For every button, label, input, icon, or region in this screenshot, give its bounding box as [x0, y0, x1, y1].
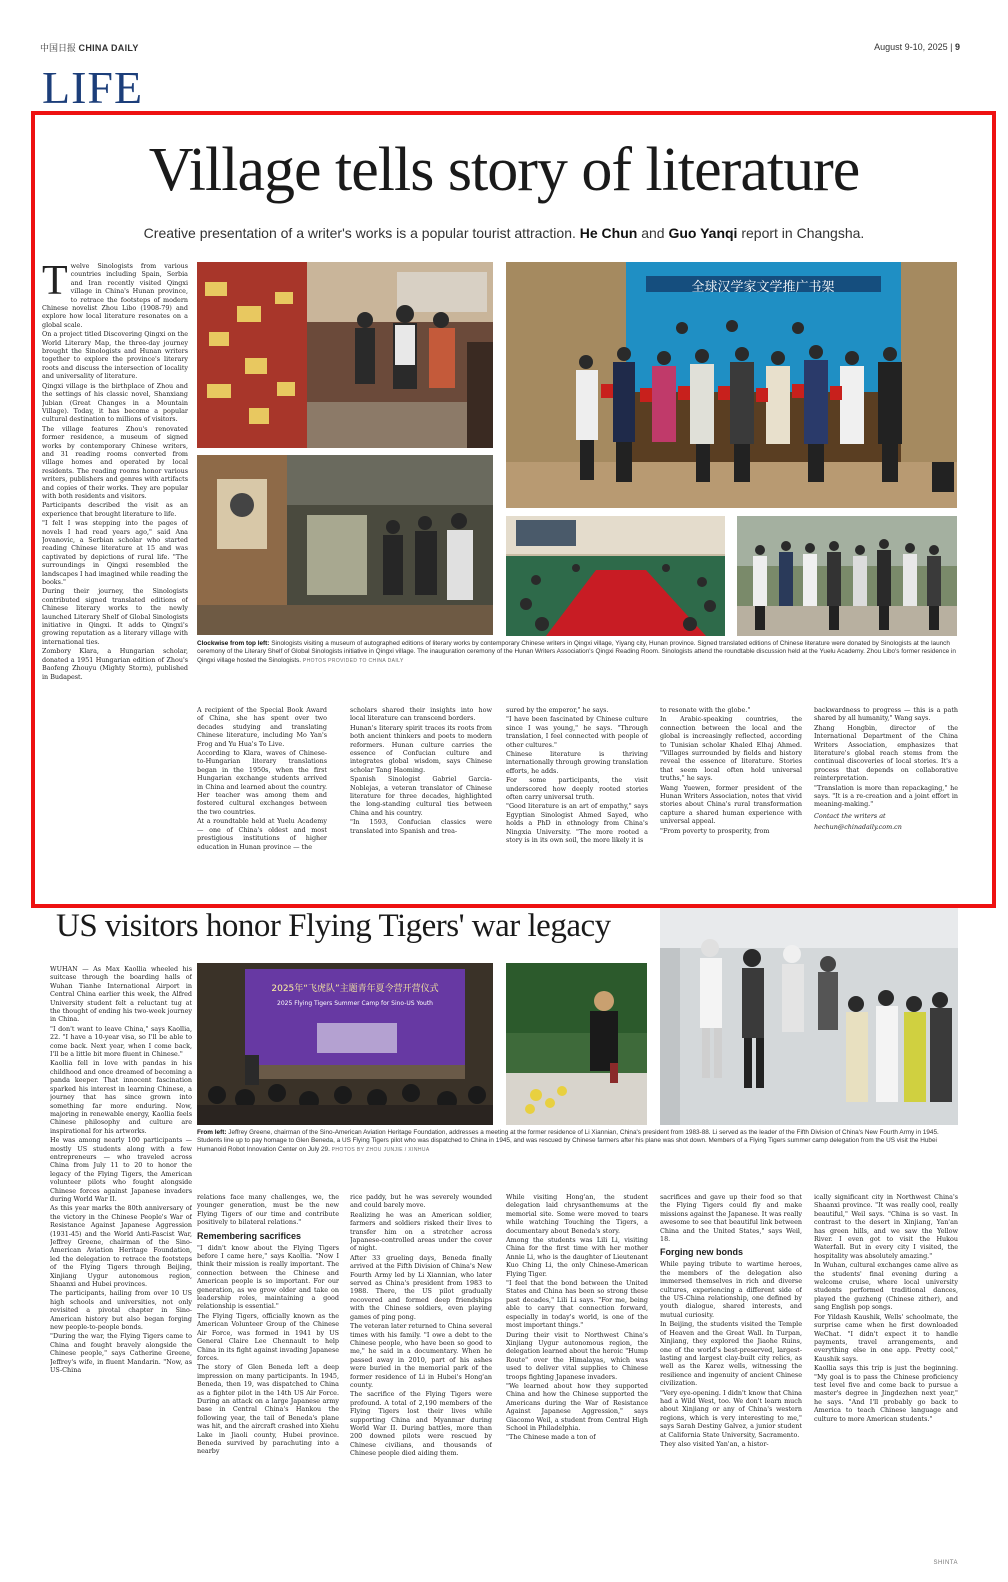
paragraph: Chinese literature is thriving internationally through growing translation efforts, he adds.: [506, 750, 648, 775]
writer-contact-label: Contact the writers at: [814, 811, 886, 820]
highlight-box: [31, 111, 996, 908]
page-number: 9: [954, 42, 960, 52]
paragraph: The participants, hailing from over 10 US high schools and universities, not only revisited a pivotal chapter in Sino-American history but also began forging new people-to-people bonds.: [50, 1289, 192, 1332]
paragraph: Zhang Hongbin, director of the International Department of the China Writers Association, emphasizes that literature's global reach stems from the continual discoveries of local stories. It's a process that depends on collaborative reinterpretation.: [814, 723, 958, 783]
article2-column-5: [660, 1193, 802, 1563]
writer-contact-email[interactable]: hechun@chinadaily.com.cn: [814, 823, 902, 832]
paragraph: to resonate with the globe.": [660, 706, 751, 714]
paragraph: Zombory Klara, a Hungarian scholar, donated a 1951 Hungarian edition of Zhou's Baofeng Zhouyu (Mighty Storm), published in Budapest.: [42, 647, 188, 681]
byline-author-2: Guo Yanqi: [668, 225, 738, 241]
photo-memorial-homage: [506, 963, 647, 1125]
paragraph: For Yildash Kaushik, Wells' schoolmate, the surprise came when he first downloaded WeChat. "I didn't expect it to handle payments, travel arrangements, and everything else in one app. Pretty cool," Kaushik says.: [814, 1312, 958, 1363]
paragraph: backwardness to progress — this is a path shared by all humanity," Wang says.: [814, 706, 958, 723]
photo-meeting-banner: [197, 963, 493, 1125]
paragraph: "In 1593, Confucian classics were translated into Spanish and trea-: [350, 818, 492, 835]
paragraph: He was among nearly 100 participants — mostly US students along with a few entrepreneurs — who traveled across China from July 11 to 20 to honor the legacy of the Flying Tigers, the American volunteer pilots who fought alongside Chinese forces against Japanese invaders during World War II.: [50, 1136, 192, 1203]
caption-body: Sinologists visiting a museum of autographed editions of literary works by contemporary Chinese writers in Qingxi village, Yiyang city, Hunan province. Signed translated editions of Chinese literature were donated by Sinologists at the launch ceremony of the Literary Shelf of Global Sinologists initiative in Qingxi village. The inauguration ceremony of the Hunan Writers Association's Qingxi Reading Room. Sinologists attend the roundtable discussion held at the Yuelu Academy. Zhou Libo's former residence in Qingxi village hosted the Sinologists.: [197, 640, 956, 664]
byline-author-1: He Chun: [579, 225, 638, 241]
paragraph: According to Klara, waves of Chinese-to-Hungarian literary translations began in the 1950s, when the first Hungarian exchange students arrived in China and learned about the country. Her teacher was among them and fostered cultural exchanges between the two countries.: [197, 749, 327, 816]
paragraph: A recipient of the Special Book Award of China, she has spent over two decades studying and translating Chinese literature, including Mo Yan's Frog and Yu Hua's To Live.: [197, 706, 327, 748]
paragraph: Hunan's literary spirit traces its roots from both ancient thinkers and poets to modern reformers. Hunan culture carries the essence of Confucian culture and integrates global wisdom, says Chinese scholar Tang Haoming.: [350, 723, 492, 774]
article2-column-6: [814, 1193, 958, 1553]
paragraph: "Very eye-opening. I didn't know that China had a Wild West, too. We don't learn much about Xinjiang or any of China's western regions, which is very interesting to me," says Sarah Destiny Galvez, a junior student at California State University, Sacramento.: [660, 1388, 802, 1439]
paragraph: During their journey, the Sinologists contributed signed translated editions of Chinese literary works to the newly launched Literary Shelf of Global Sinologists initiative in Qingxi. It adds to Qingxi's growing reputation as a literary village with international ties.: [42, 587, 188, 646]
article2-photo-caption: [197, 1129, 959, 1165]
paragraph: The veteran later returned to China several times with his family. "I owe a debt to the Chinese people, who have been so good to me," he said in a documentary. When he passed away in 2010, part of his ashes were buried in the memorial park of the former residence of Li in Hubei's Hong'an county.: [350, 1322, 492, 1389]
paragraph: The village features Zhou's renovated former residence, a museum of signed works by contemporary Chinese writers, and 31 reading rooms converted from village homes and operated by local residents. The reading rooms honor various writers, publishers and genres with artifacts and copies of their works. They are popular with both residents and visitors.: [42, 424, 188, 500]
paragraph: "Translation is more than repackaging," he says. "It is a re-creation and a joint effort in meaning-making.": [814, 783, 958, 809]
issue-date: August 9-10, 2025: [874, 42, 948, 52]
paragraph: WUHAN — As Max Kaollia wheeled his suitcase through the boarding halls of Wuhan Tianhe International Airport in Central China earlier this week, the Alfred University student felt a reluctant tug at the thought of ending his two-week journey in China.: [50, 965, 192, 1024]
banner-line-1: 2025年“飞虎队”主题青年夏令营开营仪式: [271, 984, 439, 994]
photo-robot-center: [660, 908, 958, 1125]
banner-line-2: 2025 Flying Tigers Summer Camp for Sino-US Youth: [277, 1000, 433, 1007]
deck-and: and: [641, 225, 665, 241]
brand-chinese: 中国日报: [40, 42, 77, 53]
paragraph: ically significant city in Northwest China's Shaanxi province. "It was really cool, really beautiful," Weil says. "China is so vast. In contrast to the desert in Xinjiang, Yan'an has green hills, and we saw the Yellow River. I even got to visit the Hukou Waterfall. But in every city I visited, the hospitality was absolutely amazing.": [814, 1193, 958, 1260]
dropcap: T: [42, 262, 68, 304]
paragraph: "I feel that the bond between the United States and China has been so strong these past decades," Lili Li says. "For me, being able to carry that connection forward, especially in today's world, is one of the most important things.": [506, 1279, 648, 1330]
paragraph: "I didn't know about the Flying Tigers before I came here," says Kaollia. "Now I think their mission is really important. The connection between the Chinese and American people is so important. For our generation, as we grow older and take on leadership roles, maintaining a good relationship is essential.": [197, 1243, 339, 1311]
paragraph: Wang Yuewen, former president of the Hunan Writers Association, notes that vivid stories about China's rural transformation capture a shared human experience with universal appeal.: [660, 783, 802, 826]
paragraph: Realizing he was an American soldier, farmers and soldiers risked their lives to transfer him on a stretcher across Japanese-controlled areas under the cover of night.: [350, 1210, 492, 1253]
paragraph: Qingxi village is the birthplace of Zhou and the settings of his classic novel, Shanxiang Jubian (Great Changes in a Mountain Village). Today, it has become a popular cultural destination to millions of visitors.: [42, 381, 188, 424]
paragraph: scholars shared their insights into how local literature can transcend borders.: [350, 706, 492, 723]
footer-code: SHINTA: [933, 1560, 958, 1566]
paragraph: During their visit to Northwest China's Xinjiang Uygur autonomous region, the delegation learned about the heroic "Hump Route" over the Himalayas, which was used to deliver vital supplies to Chinese troops fighting Japanese invaders.: [506, 1330, 648, 1381]
deck-lead: Creative presentation of a writer's works is a popular tourist attraction.: [143, 225, 576, 241]
masthead-brand: [40, 41, 139, 54]
paragraph: Spanish Sinologist Gabriel Garcia-Noblejas, a veteran translator of Chinese literature for three decades, highlighted the long-standing cultural ties between China and his country.: [350, 775, 492, 817]
paragraph: In Wuhan, cultural exchanges came alive as the students' final evening during a welcome cruise, where local university students performed traditional dances, played the guzheng (Chinese zither), and sang English pop songs.: [814, 1261, 958, 1312]
paragraph: "I have been fascinated by Chinese culture since I was young," he says. "Through translation, I feel connected with people of other cultures.": [506, 715, 648, 749]
paragraph: welve Sinologists from various countries including Spain, Serbia and Iran recently visited Qingxi village in China's Hunan province, to retrace the footsteps of modern Chinese novelist Zhou Libo (1908-79) and explore how local literature resonates on a global scale.: [42, 262, 188, 329]
caption-lead: Clockwise from top left:: [197, 640, 270, 647]
paragraph: They also visited Yan'an, a histor-: [660, 1439, 769, 1448]
paragraph: The story of Glen Beneda left a deep impression on many participants. In 1945, Beneda, then 19, was dispatched to China as a fighter pilot in the 14th US Air Force. During an attack on a large Japanese army base in Central China's Hankou the following year, the tail of Beneda's plane was hit, and the aircraft crashed into Xiehu Lake in Jiaoli county, Hubei province. Beneda survived by parachuting into a nearby: [197, 1363, 339, 1456]
section-title: LIFE: [42, 62, 144, 113]
paragraph: The sacrifice of the Flying Tigers were profound. A total of 2,190 members of the Flying Tigers lost their lives while supporting China and Myanmar during World War II. During battles, more than 200 downed pilots were rescued by Chinese civilians, and thousands of Chinese people died aiding them.: [350, 1390, 492, 1458]
caption-body: Jeffrey Greene, chairman of the Sino-American Aviation Heritage Foundation, addresses a meeting at the former residence of Li Xiannian, China's president from 1983-88. Li served as the leader of the Fifth Division of China's New Fourth Army in 1945. Students line up to pay homage to Glen Beneda, a US Flying Tigers pilot who was dispatched to China in 1945, and was rescued by Chinese farmers after his plane was shot down. Members of a Flying Tigers summer camp delegation from the US visit the Hubei Humanoid Robot Innovation Center on July 29.: [197, 1129, 939, 1153]
photo-credit: PHOTOS BY ZHOU JUNJIE / XINHUA: [331, 1146, 430, 1153]
paragraph: relations face many challenges, we, the younger generation, must be the new Flying Tigers of our time and contribute positively to bilateral relations.": [197, 1193, 339, 1227]
paragraph: On a project titled Discovering Qingxi on the World Literary Map, the three-day journey brought the Sinologists and Hunan writers together to explore the province's literary roots and discuss the intersection of locality and universality of literature.: [42, 330, 188, 381]
paragraph: "From poverty to prosperity, from: [660, 826, 770, 835]
paragraph: "Good literature is an art of empathy," says Egyptian Sinologist Ahmed Sayed, who holds a PhD in ethnology from China's Ningxia University. "The more rooted a story is in its own soil, the more likely it is: [506, 802, 648, 845]
paragraph: "The Chinese made a ton of: [506, 1433, 596, 1442]
paragraph: "During the war, the Flying Tigers came to China and fought bravely alongside the Chinese people," says Catherine Greene, Jeffrey's wife, in fluent Mandarin. "Now, as US-China: [50, 1332, 192, 1375]
article2-column-1: [50, 965, 192, 1560]
paragraph: "I felt I was stepping into the pages of novels I had read years ago," said Ana Jovanovic, a Serbian scholar who started reading Chinese literature at 15 and was captivated by depictions of rural life. "The surroundings in Qingxi resembled the landscapes I had imagined while reading the books.": [42, 519, 188, 587]
paragraph: Kaollia fell in love with pandas in his childhood and once dreamed of becoming a panda keeper. That innocent fascination sparked his interest in learning Chinese, a journey that has since grown into something far more enduring. Now, majoring in renewable energy, Kaollia feels Chinese philosophy and culture are inspirational for his artworks.: [50, 1059, 192, 1135]
paragraph: "We learned about how they supported China and how the Chinese supported the Americans during the War of Resistance Against Japanese Aggression," says Giacomo Weil, a student from Central High School in Philadelphia.: [506, 1381, 648, 1432]
brand-name: CHINA DAILY: [78, 42, 139, 53]
paragraph: "I don't want to leave China," says Kaollia, 22. "I have a 10-year visa, so I'll be able to come back. Next year, when I come back, I'll be a little bit more fluent in Chinese.": [50, 1024, 192, 1059]
paragraph: sacrifices and gave up their food so that the Flying Tigers could fly and make missions against the Japanese. It was really awesome to see that beautiful link between China and the United States," says Weil, 18.: [660, 1193, 802, 1244]
paragraph: While visiting Hong'an, the student delegation laid chrysanthemums at the memorial site. Some were moved to tears while watching Touching the Tigers, a documentary about Beneda's story.: [506, 1193, 648, 1235]
caption-lead: From left:: [197, 1129, 227, 1136]
paragraph: As this year marks the 80th anniversary of the victory in the Chinese People's War of Resistance Against Japanese Aggression (1931-45) and the World Anti-Fascist War, Jeffrey Greene, chairman of the Sino-American Aviation Heritage Foundation, led the delegation to retrace the footsteps of the Flying Tigers through Beijing, Xinjiang Uygur autonomous region, Shaanxi and Hubei provinces.: [50, 1204, 192, 1289]
paragraph: The Flying Tigers, officially known as the American Volunteer Group of the Chinese Air Force, was formed in 1941 by US General Claire Lee Chennault to help China in its fight against invading Japanese forces.: [197, 1311, 339, 1362]
article1-headline: Village tells story of literature: [148, 136, 860, 204]
banner-text: 全球汉学家文学推广书架: [691, 280, 835, 295]
paragraph: Participants described the visit as an experience that brought literature to life.: [42, 501, 188, 518]
article2-column-4: [506, 1193, 648, 1563]
paragraph: At a roundtable held at Yuelu Academy — one of China's oldest and most prestigious institutions of higher education in Hunan province — the: [197, 817, 327, 851]
subhead-forging-new-bonds: Forging new bonds: [660, 1247, 743, 1258]
paragraph: Among the students was Lili Li, visiting China for the first time with her mother Annie Li, who is the daughter of Lieutenant Kuo Ching Li, the only Chinese-American Flying Tiger.: [506, 1236, 648, 1278]
paragraph: Kaollia says this trip is just the beginning. "My goal is to pass the Chinese proficiency test level five and come back to pursue a master's degree in Jingdezhen next year," he says. "And I'll probably go back to America to teach Chinese language and culture to more American students.": [814, 1364, 958, 1423]
paragraph: In Arabic-speaking countries, the connection between the local and the global is increasingly reflected, according to Tunisian scholar Khaled Elhaj Ahmed. "Villages surrounded by fields and history reveal the essence of literature. Stories that seem local often hold universal truths," he says.: [660, 715, 802, 783]
paragraph: After 33 grueling days, Beneda finally arrived at the Fifth Division of China's New Fourth Army led by Li Xiannian, who later served as China's president from 1983 to 1988. There, the US pilot gradually recovered and formed deep friendships with the Chinese soldiers, even playing games of ping pong.: [350, 1253, 492, 1321]
photo-credit: PHOTOS PROVIDED TO CHINA DAILY: [302, 657, 404, 664]
paragraph: In Beijing, the students visited the Temple of Heaven and the Great Wall. In Turpan, Xinjiang, they explored the Jiaohe Ruins, one of the world's best-preserved, largest-lasting and largest clay-built city relics, as well as the Karez wells, witnessing the resilience and ingenuity of ancient Chinese civilization.: [660, 1320, 802, 1388]
article2-column-3: [350, 1193, 492, 1563]
subhead-remembering-sacrifices: Remembering sacrifices: [197, 1230, 302, 1241]
masthead: [40, 38, 960, 56]
article2-headline: US visitors honor Flying Tigers' war legacy: [56, 908, 611, 944]
paragraph: While paying tribute to wartime heroes, the members of the delegation also immersed themselves in rich and diverse cultures, experiencing a different side of the US-China relationship, one defined by youth dialogue, shared interests, and mutual curiosity.: [660, 1260, 802, 1319]
article2-column-2: [197, 1193, 339, 1563]
paragraph: For some participants, the visit underscored how deeply rooted stories often carry universal truth.: [506, 776, 648, 802]
paragraph: sured by the emperor," he says.: [506, 706, 609, 714]
masthead-dateline: August 9-10, 2025 | 9: [874, 42, 960, 52]
paragraph: rice paddy, but he was severely wounded and could barely move.: [350, 1193, 492, 1210]
deck-tail: report in Changsha.: [741, 225, 865, 241]
